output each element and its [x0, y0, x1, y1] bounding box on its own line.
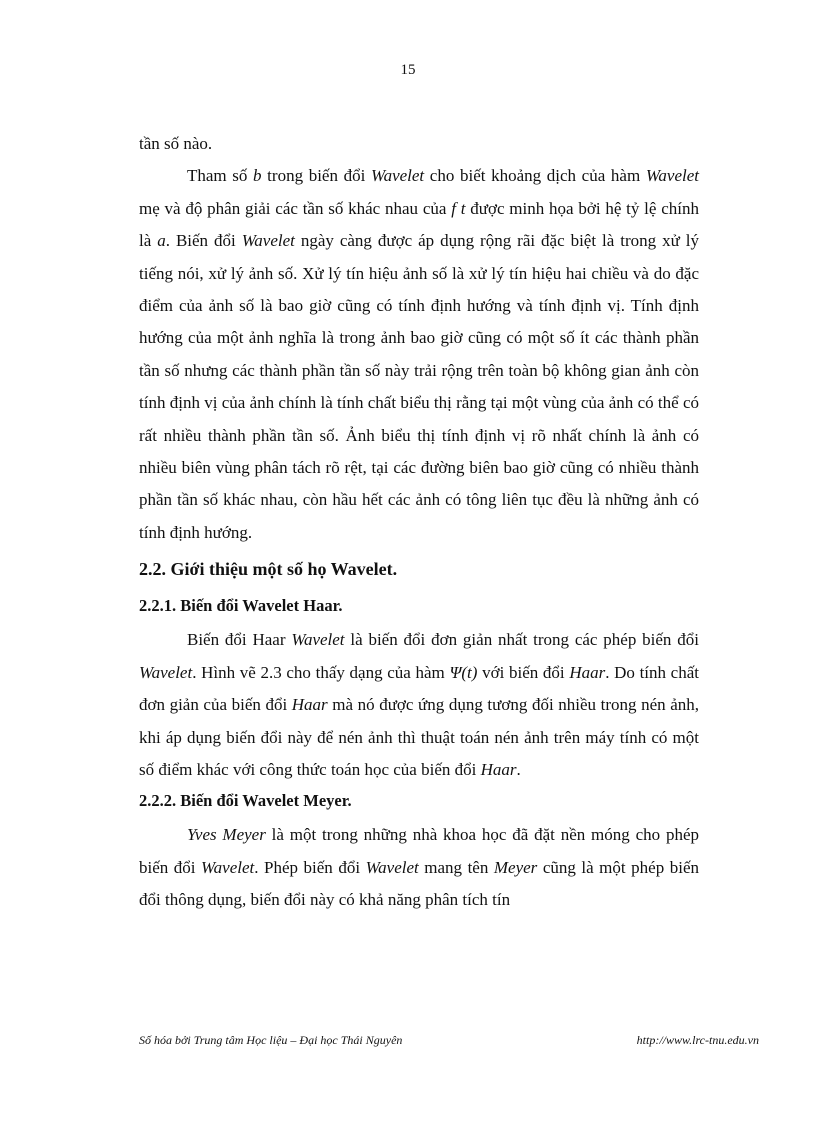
subsection-heading-haar: 2.2.1. Biến đổi Wavelet Haar.	[139, 596, 343, 616]
page-footer	[139, 1033, 759, 1048]
paragraph-parameter-b: Tham số b trong biến đổi Wavelet cho biết khoảng dịch của hàm Wavelet mẹ và độ phân giải các tần số khác nhau của f t được minh họa bởi hệ tỷ lệ chính là a. Biến đổi Wavelet ngày càng được áp dụng rộng rãi đặc biệt là trong xử lý tiếng nói, xử lý ảnh số. Xử lý tín hiệu ảnh số là xử lý tín hiệu hai chiều và do đặc điểm của ảnh số là bao giờ cũng có tính định hướng và tính định vị. Tính định hướng của một ảnh nghĩa là trong ảnh bao giờ cũng có một số ít các thành phần tần số nhưng các thành phần tần số này trải rộng trên toàn bộ không gian ảnh còn tính định vị của ảnh chính là tính chất biểu thị rằng tại một vùng của ảnh có thể có rất nhiều thành phần tần số. Ảnh biểu thị tính định vị rõ nhất chính là ảnh có nhiều biên vùng phân tách rõ rệt, tại các đường biên bao giờ cũng có nhiều thành phần tần số khác nhau, còn hầu hết các ảnh có tông liên tục đều là những ảnh có tính định hướng.	[139, 166, 699, 542]
paragraph-continuation: tần số nào.	[139, 134, 213, 153]
subsection-heading-meyer: 2.2.2. Biến đổi Wavelet Meyer.	[139, 791, 352, 811]
paragraph-haar: Biến đổi Haar Wavelet là biến đổi đơn giản nhất trong các phép biến đổi Wavelet. Hình vẽ 2.3 cho thấy dạng của hàm Ψ(t) với biến đổi Haar. Do tính chất đơn giản của biến đổi Haar mà nó được ứng dụng tương đối nhiều trong nén ảnh, khi áp dụng biến đổi này để nén ảnh thì thuật toán nén ảnh trên máy tính có một số điểm khác với công thức toán học của biến đổi Haar.	[139, 630, 700, 779]
paragraph-meyer: Yves Meyer là một trong những nhà khoa học đã đặt nền móng cho phép biến đổi Wavelet. Phép biến đổi Wavelet mang tên Meyer cũng là một phép biến đổi thông dụng, biến đổi này có khả năng phân tích tín	[139, 825, 699, 910]
footer-url: http://www.lrc-tnu.edu.vn	[636, 1033, 759, 1047]
section-heading: 2.2. Giới thiệu một số họ Wavelet.	[139, 559, 398, 580]
psi-function: Ψ(t)	[449, 662, 478, 682]
function-ft: f t	[451, 198, 466, 218]
footer-source: Số hóa bởi Trung tâm Học liệu – Đại học Thái Nguyên	[139, 1033, 403, 1047]
document-body	[139, 128, 699, 917]
page-number: 15	[400, 62, 416, 78]
